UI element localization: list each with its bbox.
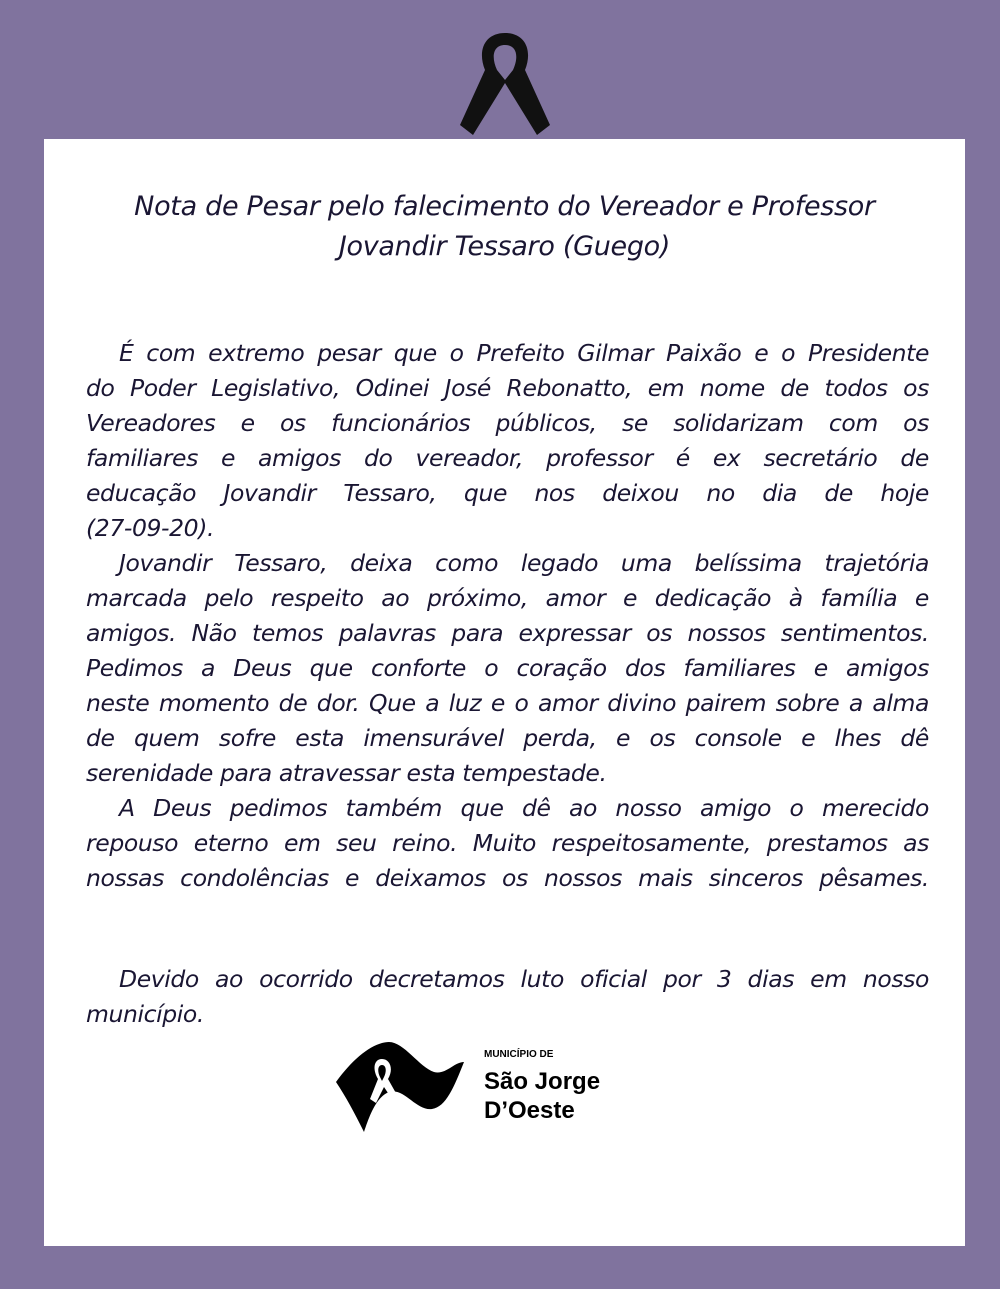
text-line: do Poder Legislativo, Odinei José Rebonatto, em nome de todos os (86, 374, 929, 402)
text-line: marcada pelo respeito ao próximo, amor e dedicação à família e (86, 584, 929, 612)
text-line: É com extremo pesar que o Prefeito Gilmar Paixão e o Presidente (119, 339, 929, 367)
text-line: amigos. Não temos palavras para expressar os nossos sentimentos. (86, 619, 929, 647)
logo-name (484, 1067, 600, 1125)
logo-name-line: São Jorge (484, 1068, 601, 1095)
title-line: Nota de Pesar pelo falecimento do Vereador e Professor (134, 191, 875, 222)
text-line: município. (86, 1000, 204, 1028)
mourning-decree (86, 962, 929, 1032)
text-line: repouso eterno em seu reino. Muito respeitosamente, prestamos as (86, 829, 929, 857)
text-line: educação Jovandir Tessaro, que nos deixou no dia de hoje (86, 479, 929, 507)
text-line: Jovandir Tessaro, deixa como legado uma belíssima trajetória (119, 549, 929, 577)
flag-ribbon-icon (334, 1037, 469, 1137)
note-body (86, 336, 929, 896)
mourning-ribbon-icon (455, 25, 555, 140)
text-line: Devido ao ocorrido decretamos luto oficial por 3 dias em nosso (119, 965, 929, 993)
note-title (44, 187, 965, 267)
text-line: neste momento de dor. Que a luz e o amor divino pairem sobre a alma (86, 689, 929, 717)
municipality-logo (334, 1037, 634, 1137)
text-line: (27-09-20). (86, 514, 215, 542)
text-line: serenidade para atravessar esta tempestade. (86, 759, 607, 787)
logo-name-line: D’Oeste (484, 1097, 575, 1124)
text-line: Pedimos a Deus que conforte o coração dos familiares e amigos (86, 654, 929, 682)
logo-subtitle: MUNICÍPIO DE (484, 1049, 554, 1060)
condolence-note (44, 139, 965, 1246)
text-line: nossas condolências e deixamos os nossos mais sinceros pêsames. (86, 864, 929, 892)
text-line: de quem sofre esta imensurável perda, e os console e lhes dê (86, 724, 929, 752)
text-line: Vereadores e os funcionários públicos, se solidarizam com os (86, 409, 929, 437)
text-line: A Deus pedimos também que dê ao nosso amigo o merecido (119, 794, 929, 822)
text-line: familiares e amigos do vereador, professor é ex secretário de (86, 444, 929, 472)
title-line: Jovandir Tessaro (Guego) (338, 231, 671, 262)
